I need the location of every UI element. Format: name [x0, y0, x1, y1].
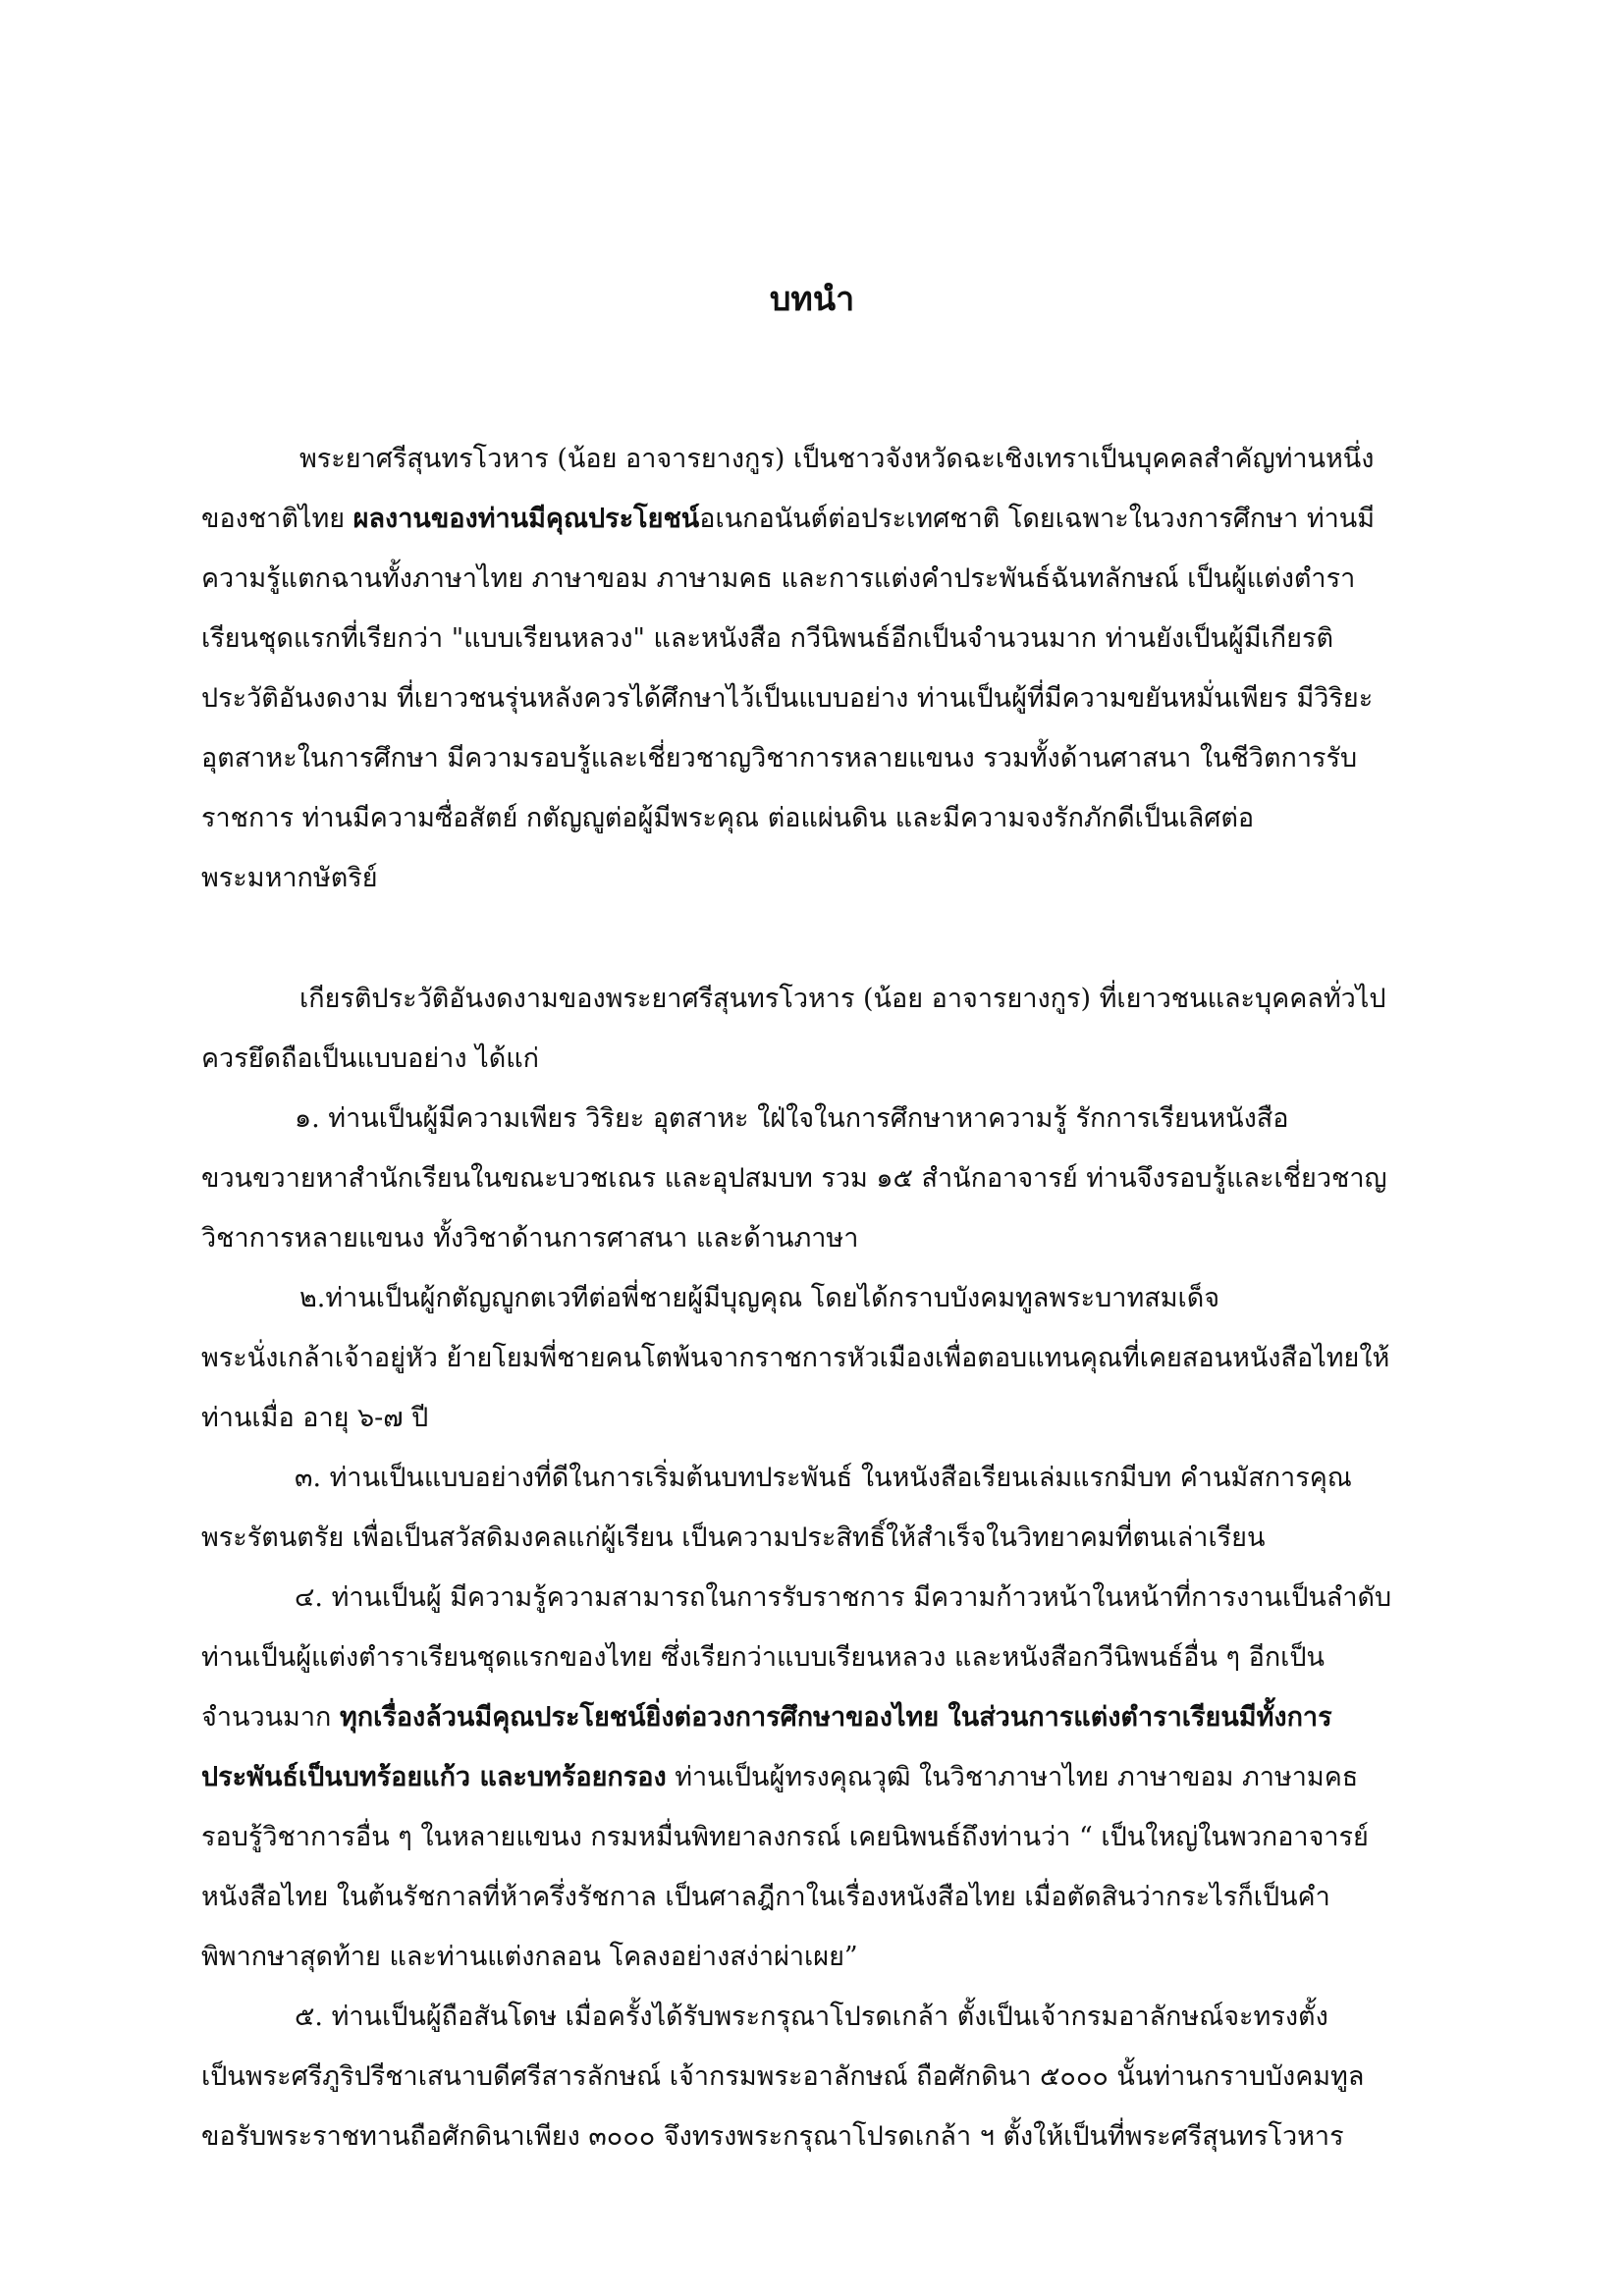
- paragraph-1-line-3: ความรู้แตกฉานทั้งภาษาไทย ภาษาขอม ภาษามคธ และการแต่งคำประพันธ์ฉันทลักษณ์ เป็นผู้แต่งตำรา: [201, 563, 1356, 594]
- item-3-line-2: พระรัตนตรัย เพื่อเป็นสวัสดิมงคลแก่ผู้เรียน เป็นความประสิทธิ์ให้สำเร็จในวิทยาคมที่ตนเล่าเรียน: [201, 1522, 1266, 1553]
- bold-text-run: ผลงานของท่านมีคุณประโยชน์: [352, 504, 700, 534]
- bold-text-run: ทุกเรื่องล้วนมีคุณประโยชน์ยิ่งต่อวงการศึกษาของไทย ในส่วนการแต่งตำราเรียนมีทั้งการ: [339, 1702, 1332, 1733]
- item-2-line-2: พระนั่งเกล้าเจ้าอยู่หัว ย้ายโยมพี่ชายคนโตพ้นจากราชการหัวเมืองเพื่อตอบแทนคุณที่เคยสอนหนังสือไทยให้: [201, 1343, 1390, 1373]
- text-run: อเนกอนันต์ต่อประเทศชาติ โดยเฉพาะในวงการศึกษา ท่านมี: [699, 504, 1376, 534]
- paragraph-2-line-1: เกียรติประวัติอันงดงามของพระยาศรีสุนทรโวหาร (น้อย อาจารยางกูร) ที่เยาวชนและบุคคลทั่วไป: [299, 984, 1386, 1014]
- text-run: ท่านเป็นผู้ทรงคุณวุฒิ ในวิชาภาษาไทย ภาษาขอม ภาษามคธ: [666, 1762, 1359, 1792]
- item-1-line-2: ขวนขวายหาสำนักเรียนในขณะบวชเณร และอุปสมบท รวม ๑๕ สำนักอาจารย์ ท่านจึงรอบรู้และเชี่ยวชาญ: [201, 1163, 1387, 1194]
- text-run: ของชาติไทย: [201, 504, 353, 534]
- paragraph-1-line-5: ประวัติอันงดงาม ที่เยาวชนรุ่นหลังควรได้ศึกษาไว้เป็นแบบอย่าง ท่านเป็นผู้ที่มีความขยันหมั่นเพียร มีวิริยะ: [201, 683, 1374, 714]
- item-2-line-3: ท่านเมื่อ อายุ ๖-๗ ปี: [201, 1403, 429, 1433]
- item-4-line-4: [201, 1756, 1358, 1799]
- text-run: จำนวนมาก: [201, 1702, 340, 1733]
- item-4-line-7: พิพากษาสุดท้าย และท่านแต่งกลอน โคลงอย่างสง่าผ่าเผย”: [201, 1942, 858, 1972]
- paragraph-1-line-4: เรียนชุดแรกที่เรียกว่า "แบบเรียนหลวง" และหนังสือ กวีนิพนธ์อีกเป็นจำนวนมาก ท่านยังเป็นผู้มีเกียรติ: [201, 623, 1334, 654]
- paragraph-1-line-6: อุตสาหะในการศึกษา มีความรอบรู้และเชี่ยวชาญวิชาการหลายแขนง รวมทั้งด้านศาสนา ในชีวิตการรับ: [201, 743, 1358, 774]
- item-4-line-5: รอบรู้วิชาการอื่น ๆ ในหลายแขนง กรมหมื่นพิทยาลงกรณ์ เคยนิพนธ์ถึงท่านว่า “ เป็นใหญ่ในพวกอาจารย์: [201, 1822, 1369, 1852]
- item-1-line-1: ๑. ท่านเป็นผู้มีความเพียร วิริยะ อุตสาหะ ใฝ่ใจในการศึกษาหาความรู้ รักการเรียนหนังสือ: [295, 1103, 1289, 1134]
- paragraph-1-line-7: ราชการ ท่านมีความซื่อสัตย์ กตัญญูต่อผู้มีพระคุณ ต่อแผ่นดิน และมีความจงรักภักดีเป็นเลิศต่อ: [201, 803, 1255, 833]
- item-4-line-2: ท่านเป็นผู้แต่งตำราเรียนชุดแรกของไทย ซึ่งเรียกว่าแบบเรียนหลวง และหนังสือกวีนิพนธ์อื่น ๆ อีกเป็น: [201, 1642, 1325, 1673]
- paragraph-1-line-1: พระยาศรีสุนทรโวหาร (น้อย อาจารยางกูร) เป็นชาวจังหวัดฉะเชิงเทราเป็นบุคคลสำคัญท่านหนึ่ง: [299, 444, 1375, 474]
- paragraph-1-line-2: [201, 498, 1375, 541]
- item-1-line-3: วิชาการหลายแขนง ทั้งวิชาด้านการศาสนา และด้านภาษา: [201, 1223, 859, 1254]
- item-4-line-3: [201, 1696, 1332, 1739]
- item-5-line-2: เป็นพระศรีภูริปรีชาเสนาบดีศรีสารลักษณ์ เจ้ากรมพระอาลักษณ์ ถือศักดินา ๕๐๐๐ นั้นท่านกราบบังคมทูล: [201, 2061, 1365, 2092]
- item-2-line-1: ๒.ท่านเป็นผู้กตัญญูกตเวทีต่อพี่ชายผู้มีบุญคุณ โดยได้กราบบังคมทูลพระบาทสมเด็จ: [299, 1283, 1220, 1313]
- item-3-line-1: ๓. ท่านเป็นแบบอย่างที่ดีในการเริ่มต้นบทประพันธ์ ในหนังสือเรียนเล่มแรกมีบท คำนมัสการคุณ: [295, 1463, 1352, 1493]
- item-4-line-6: หนังสือไทย ในต้นรัชกาลที่ห้าครึ่งรัชกาล เป็นศาลฎีกาในเรื่องหนังสือไทย เมื่อตัดสินว่ากระไรก็เป็นคำ: [201, 1882, 1330, 1912]
- page-title: บทนำ: [769, 280, 855, 319]
- bold-text-run: ประพันธ์เป็นบทร้อยแก้ว และบทร้อยกรอง: [201, 1762, 667, 1792]
- paragraph-1-line-8: พระมหากษัตริย์: [201, 863, 378, 893]
- item-5-line-3: ขอรับพระราชทานถือศักดินาเพียง ๓๐๐๐ จึงทรงพระกรุณาโปรดเกล้า ฯ ตั้งให้เป็นที่พระศรีสุนทรโวหาร: [201, 2121, 1344, 2152]
- item-5-line-1: ๕. ท่านเป็นผู้ถือสันโดษ เมื่อครั้งได้รับพระกรุณาโปรดเกล้า ตั้งเป็นเจ้ากรมอาลักษณ์จะทรงตั้ง: [295, 2002, 1328, 2032]
- item-4-line-1: ๔. ท่านเป็นผู้ มีความรู้ความสามารถในการรับราชการ มีความก้าวหน้าในหน้าที่การงานเป็นลำดับ: [295, 1582, 1392, 1613]
- paragraph-2-line-2: ควรยึดถือเป็นแบบอย่าง ได้แก่: [201, 1043, 539, 1074]
